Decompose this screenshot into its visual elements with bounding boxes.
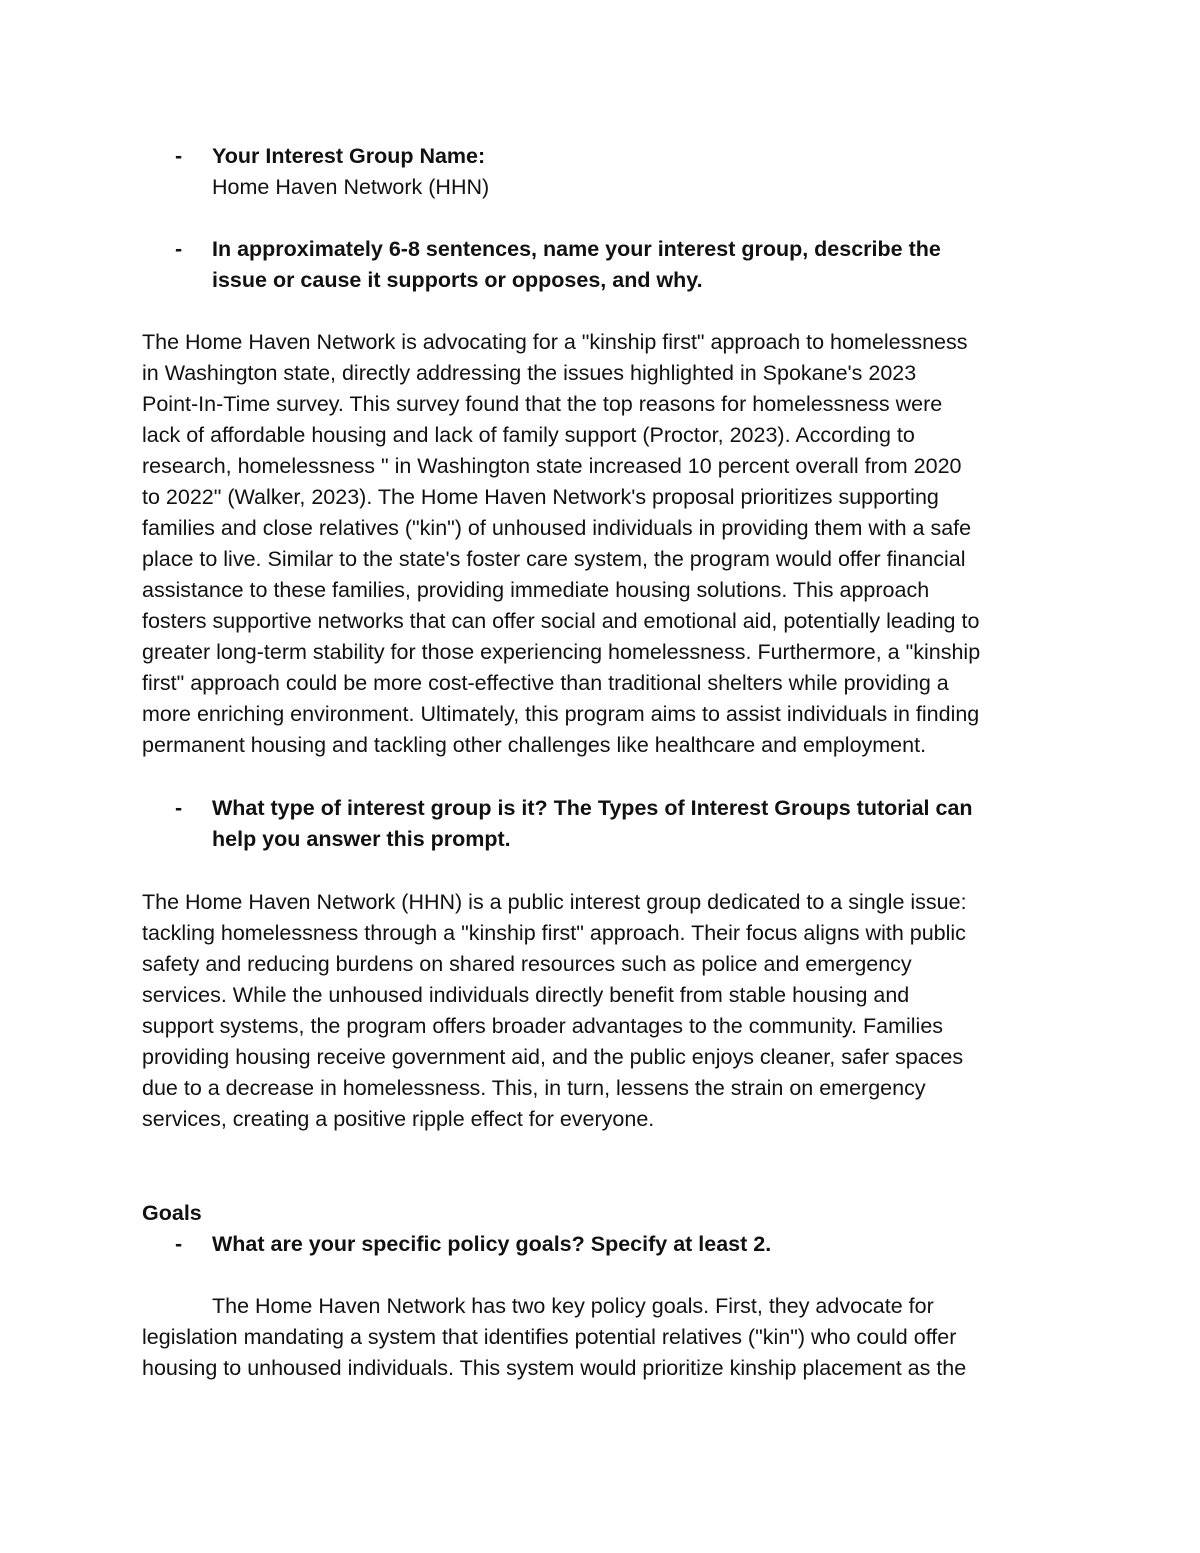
goals-heading: Goals bbox=[142, 1201, 202, 1225]
paragraph-line: lack of affordable housing and lack of family support (Proctor, 2023). According to bbox=[142, 423, 915, 447]
type-prompt-line: help you answer this prompt. bbox=[212, 827, 511, 851]
paragraph-line: permanent housing and tackling other challenges like healthcare and employment. bbox=[142, 733, 927, 757]
bullet-describe-group bbox=[142, 234, 1072, 296]
group-name-prompt: Your Interest Group Name: bbox=[212, 144, 486, 168]
goals-prompt: What are your specific policy goals? Specify at least 2. bbox=[212, 1232, 772, 1256]
paragraph-line: greater long-term stability for those experiencing homelessness. Furthermore, a "kinship bbox=[142, 640, 981, 664]
paragraph-line: assistance to these families, providing immediate housing solutions. This approach bbox=[142, 578, 930, 602]
paragraph-line: more enriching environment. Ultimately, this program aims to assist individuals in finding bbox=[142, 702, 980, 726]
bullet-group-type bbox=[142, 793, 1072, 855]
paragraph-line: families and close relatives ("kin") of unhoused individuals in providing them with a safe bbox=[142, 516, 972, 540]
bullet-dash: - bbox=[175, 1232, 183, 1256]
describe-prompt-line: issue or cause it supports or opposes, and why. bbox=[212, 268, 703, 292]
paragraph-line: Point-In-Time survey. This survey found that the top reasons for homelessness were bbox=[142, 392, 943, 416]
paragraph-line: legislation mandating a system that identifies potential relatives ("kin") who could offer bbox=[142, 1325, 957, 1349]
paragraph-line: The Home Haven Network (HHN) is a public interest group dedicated to a single issue: bbox=[142, 890, 967, 914]
type-prompt-line: What type of interest group is it? The Types of Interest Groups tutorial can bbox=[212, 796, 973, 820]
paragraph-line: The Home Haven Network has two key policy goals. First, they advocate for bbox=[212, 1294, 934, 1318]
describe-answer-paragraph bbox=[142, 327, 1067, 761]
paragraph-line: fosters supportive networks that can offer social and emotional aid, potentially leading to bbox=[142, 609, 980, 633]
bullet-policy-goals bbox=[142, 1229, 1072, 1260]
paragraph-line: to 2022" (Walker, 2023). The Home Haven Network's proposal prioritizes supporting bbox=[142, 485, 939, 509]
paragraph-line: providing housing receive government aid, and the public enjoys cleaner, safer spaces bbox=[142, 1045, 964, 1069]
bullet-dash: - bbox=[175, 237, 183, 261]
paragraph-line: safety and reducing burdens on shared resources such as police and emergency bbox=[142, 952, 912, 976]
type-answer-paragraph bbox=[142, 887, 1067, 1135]
paragraph-line: support systems, the program offers broader advantages to the community. Families bbox=[142, 1014, 944, 1038]
bullet-dash: - bbox=[175, 796, 183, 820]
paragraph-line: research, homelessness " in Washington state increased 10 percent overall from 2020 bbox=[142, 454, 962, 478]
paragraph-line: services. While the unhoused individuals directly benefit from stable housing and bbox=[142, 983, 910, 1007]
paragraph-line: due to a decrease in homelessness. This, in turn, lessens the strain on emergency bbox=[142, 1076, 926, 1100]
group-name-answer: Home Haven Network (HHN) bbox=[212, 175, 490, 199]
goals-answer-paragraph bbox=[142, 1291, 1067, 1384]
describe-prompt-line: In approximately 6-8 sentences, name your interest group, describe the bbox=[212, 237, 941, 261]
bullet-group-name bbox=[142, 141, 1072, 203]
bullet-dash: - bbox=[175, 144, 183, 168]
paragraph-line: housing to unhoused individuals. This system would prioritize kinship placement as the bbox=[142, 1356, 967, 1380]
paragraph-line: first" approach could be more cost-effective than traditional shelters while providing a bbox=[142, 671, 949, 695]
paragraph-line: services, creating a positive ripple effect for everyone. bbox=[142, 1107, 655, 1131]
paragraph-line: The Home Haven Network is advocating for a "kinship first" approach to homelessness bbox=[142, 330, 968, 354]
paragraph-line: tackling homelessness through a "kinship first" approach. Their focus aligns with public bbox=[142, 921, 966, 945]
paragraph-line: in Washington state, directly addressing the issues highlighted in Spokane's 2023 bbox=[142, 361, 917, 385]
paragraph-line: place to live. Similar to the state's foster care system, the program would offer financial bbox=[142, 547, 966, 571]
